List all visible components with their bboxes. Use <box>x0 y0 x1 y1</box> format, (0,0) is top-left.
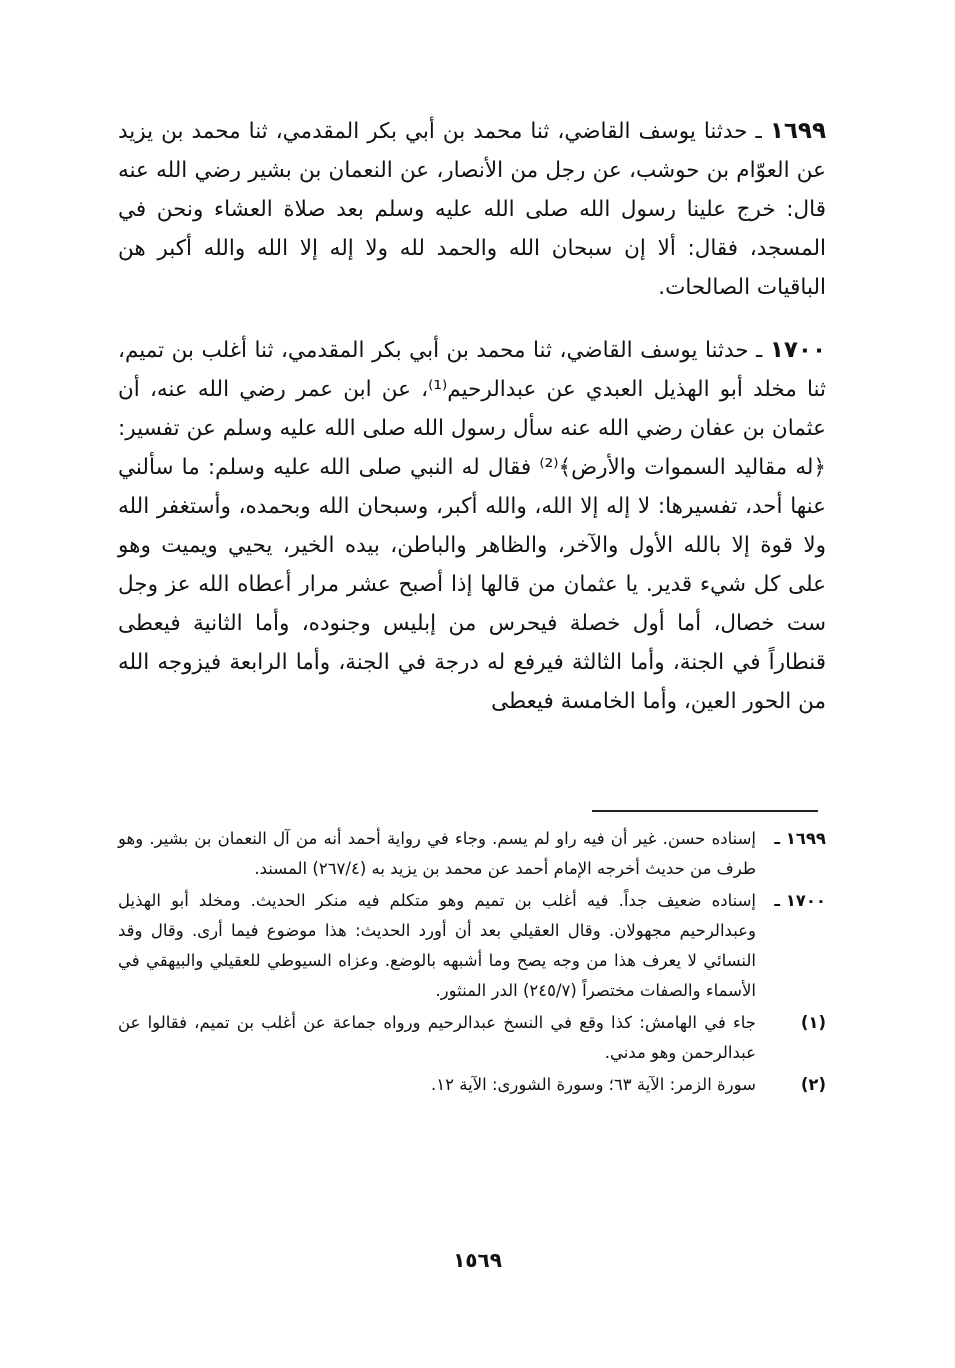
footnote-separator <box>592 810 818 812</box>
hadith-1700: ١٧٠٠ ـ حدثنا يوسف القاضي، ثنا محمد بن أبي بكر المقدمي، ثنا أغلب بن تميم، ثنا مخلد أبو الهذيل العبدي عن عبدالرحيم⁽¹⁾، عن ابن عمر رضي الله عنه، أن عثمان بن عفان رضي الله عنه سأل رسول الله صلى الله عليه وسلم عن تفسير: ﴿له مقاليد السموات والأرض﴾⁽²⁾ فقال له النبي صلى الله عليه وسلم: ما سألني عنها أحد، تفسيرها: لا إله إلا الله، والله أكبر، وسبحان الله وبحمده، وأستغفر الله ولا قوة إلا بالله الأول والآخر، والظاهر والباطن، بيده الخير، يحيي ويميت وهو على كل شيء قدير. يا عثمان من قالها إذا أصبح عشر مرار أعطاه الله عز وجل ست خصال، أما أول خصلة فيحرس من إبليس وجنوده، وأما الثانية فيعطى قنطاراً في الجنة، وأما الثالثة فيرفع له درجة في الجنة، وأما الرابعة فيزوجه الله من الحور العين، وأما الخامسة فيعطى <box>118 337 826 714</box>
footnote-1699 <box>118 824 826 884</box>
footnote-label: (٢) <box>800 1075 826 1094</box>
footnote-2 <box>118 1070 826 1100</box>
hadith-text: حدثنا يوسف القاضي، ثنا محمد بن أبي بكر المقدمي، ثنا أغلب بن تميم، ثنا مخلد أبو الهذيل العبدي عن عبدالرحيم⁽¹⁾، عن ابن عمر رضي الله عنه، أن عثمان بن عفان رضي الله عنه سأل رسول الله صلى الله عليه وسلم عن تفسير: ﴿له مقاليد السموات والأرض﴾⁽²⁾ فقال له النبي صلى الله عليه وسلم: ما سألني عنها أحد، تفسيرها: لا إله إلا الله، والله أكبر، وسبحان الله وبحمده، وأستغفر الله ولا قوة إلا بالله الأول والآخر، والظاهر والباطن، بيده الخير، يحيي ويميت وهو على كل شيء قدير. يا عثمان من قالها إذا أصبح عشر مرار أعطاه الله عز وجل ست خصال، أما أول خصلة فيحرس من إبليس وجنوده، وأما الثانية فيعطى قنطاراً في الجنة، وأما الثالثة فيرفع له درجة في الجنة، وأما الرابعة فيزوجه الله من الحور العين، وأما الخامسة فيعطى <box>118 338 826 714</box>
footnote-text: إسناده ضعيف جداً. فيه أغلب بن تميم وهو متكلم فيه منكر الحديث. ومخلد أبو الهذيل وعبدالرحيم مجهولان. وقال العقيلي بعد أن أورد الحديث: هذا موضوع فيما أرى. وقال وقد النسائي لا يعرف هذا من وجه يصح وما أشبهه بالوضع. وعزاه السيوطي للعقيلي والبيهقي في الأسماء والصفات مختصراً (٢٤٥/٧) الدر المنثور. <box>118 891 756 1000</box>
footnote-label: ١٦٩٩ ـ <box>774 829 826 848</box>
main-text <box>118 112 826 721</box>
footnote-text: سورة الزمر: الآية ٦٣؛ وسورة الشورى: الآية ١٢. <box>431 1075 756 1094</box>
hadith-1699: ١٦٩٩ ـ حدثنا يوسف القاضي، ثنا محمد بن أبي بكر المقدمي، ثنا محمد بن يزيد عن العوّام بن حوشب، عن رجل من الأنصار، عن النعمان بن بشير رضي الله عنه قال: خرج علينا رسول الله صلى الله عليه وسلم بعد صلاة العشاء ونحن في المسجد، فقال: ألا إن سبحان الله والحمد لله ولا إله إلا الله والله أكبر هن الباقيات الصالحات. <box>118 118 826 300</box>
footnote-text: إسناده حسن. غير أن فيه راو لم يسم. وجاء في رواية أحمد أنه من آل النعمان بن بشير. وهو طرف من حديث أخرجه الإمام أحمد عن محمد بن يزيد به (٢٦٧/٤) المسند. <box>118 829 756 878</box>
hadith-number: ١٧٠٠ <box>769 337 826 363</box>
footnotes <box>118 824 826 1102</box>
hadith-text: حدثنا يوسف القاضي، ثنا محمد بن أبي بكر المقدمي، ثنا محمد بن يزيد عن العوّام بن حوشب، عن رجل من الأنصار، عن النعمان بن بشير رضي الله عنه قال: خرج علينا رسول الله صلى الله عليه وسلم بعد صلاة العشاء ونحن في المسجد، فقال: ألا إن سبحان الله والحمد لله ولا إله إلا الله والله أكبر هن الباقيات الصالحات. <box>118 119 826 300</box>
hadith-number: ١٦٩٩ <box>769 118 826 144</box>
footnote-1 <box>118 1008 826 1068</box>
page-number: ١٥٦٩ <box>453 1248 502 1272</box>
footnote-1700 <box>118 886 826 1006</box>
footnote-text: جاء في الهامش: كذا وقع في النسخ عبدالرحيم ورواه جماعة عن أغلب بن تميم، فقالوا عن عبدالرحمن وهو مدني. <box>118 1013 756 1062</box>
footnote-label: (١) <box>800 1013 826 1032</box>
footnote-label: ١٧٠٠ ـ <box>774 891 826 910</box>
